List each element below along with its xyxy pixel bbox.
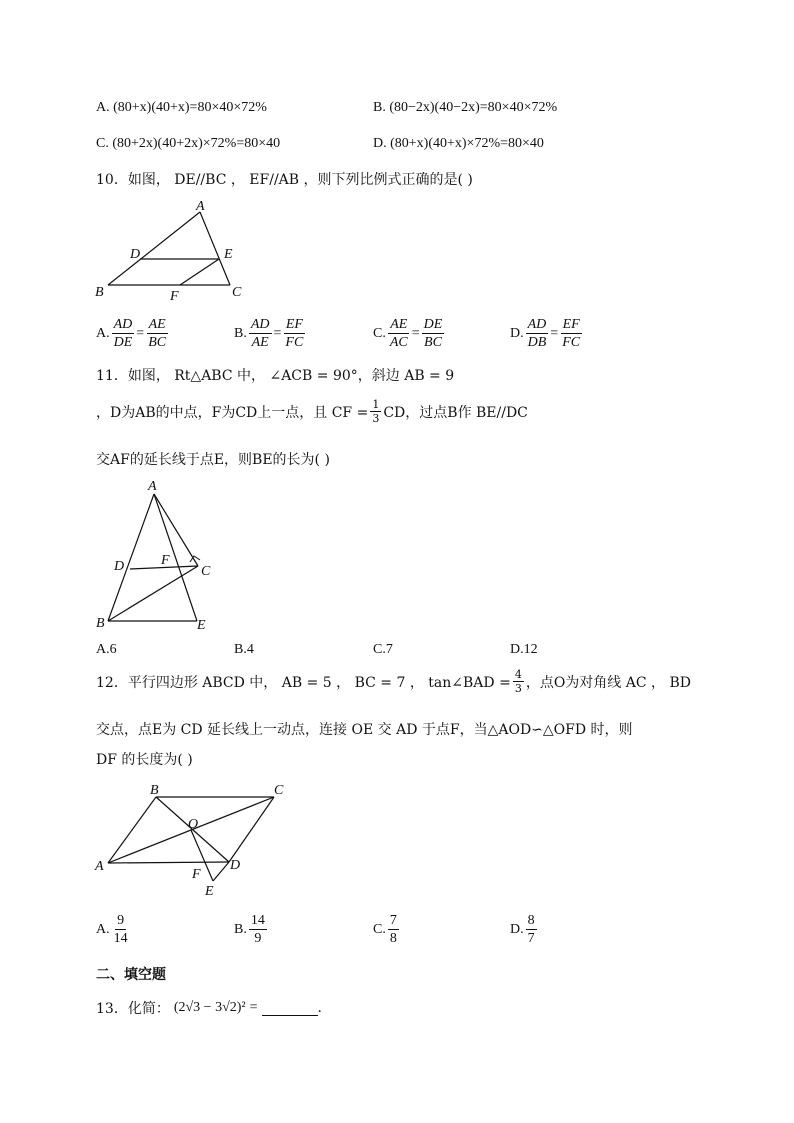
q13-expression: (2√3 − 3√2)² <box>173 1000 246 1015</box>
q11-stem-line2 <box>96 398 528 425</box>
q10-d-den2: FC <box>562 335 581 350</box>
q12-a-den: 14 <box>113 931 128 946</box>
q10-label-f: F <box>170 289 179 304</box>
q10-d-num1: AD <box>527 317 547 332</box>
q12-label-c: C <box>274 783 284 798</box>
q12-option-c <box>373 912 401 947</box>
q10-label-c: C <box>232 285 242 300</box>
q11-option-a: A.6 <box>96 642 117 657</box>
q12-option-d-label: D. <box>510 921 524 937</box>
q12-option-b-label: B. <box>234 921 247 937</box>
q10-c-num1: AE <box>390 317 408 332</box>
q10-option-d: D. $\frac{AD}{DB}$ = $\frac{EF}{FC}$ <box>510 317 581 350</box>
q10-a-den1: DE <box>113 335 133 350</box>
q12-stem-line1-b: ，点O为对角线 AC ， BD <box>525 674 691 691</box>
q10-d-num2: EF <box>562 317 580 332</box>
q9-option-c: C. (80+2x)(40+2x)×72%=80×40 <box>96 136 281 151</box>
section-title-fill-in: 二、填空题 <box>96 967 166 983</box>
q10-option-b: B. $\frac{AD}{AE}$ = $\frac{EF}{FC}$ <box>234 317 304 350</box>
q9-option-d: D. (80+x)(40+x)×72%=80×40 <box>373 136 544 151</box>
q12-label-a: A <box>95 859 104 874</box>
q12-label-d: D <box>230 858 241 873</box>
q12-label-f: F <box>192 867 201 882</box>
q13-period: . <box>317 1000 322 1016</box>
q12-stem-line2: 交点，点E为 CD 延长线上一动点，连接 OE 交 AD 于点F，当△AOD∽△OFD 时，则 <box>96 722 633 738</box>
q10-c-num2: DE <box>423 317 443 332</box>
q13-equals: = <box>249 1000 258 1015</box>
q10-c-den2: BC <box>424 335 442 350</box>
q10-a-num1: AD <box>113 317 133 332</box>
q10-b-den1: AE <box>251 335 269 350</box>
q10-b-den2: FC <box>285 335 304 350</box>
q10-a-num2: AE <box>148 317 166 332</box>
q12-option-b <box>234 912 269 947</box>
q11-label-c: C <box>201 564 211 579</box>
q11-stem-line2-a: ，D为AB的中点，F为CD上一点，且 CF = <box>96 404 369 421</box>
q10-label-b: B <box>95 285 104 300</box>
q12-b-den: 9 <box>254 931 262 946</box>
q10-c-den1: AC <box>389 335 408 350</box>
q10-option-c-label: C. <box>373 325 386 341</box>
q10-option-a-label: A. <box>96 325 110 341</box>
q11-frac-num: 1 <box>372 398 380 411</box>
q11-label-a: A <box>148 479 157 494</box>
q11-label-f: F <box>161 553 170 568</box>
q12-figure <box>90 778 300 898</box>
q11-stem-line3: 交AF的延长线于点E，则BE的长为( ) <box>96 452 330 468</box>
q10-label-a: A <box>196 199 205 214</box>
q11-label-d: D <box>114 559 125 574</box>
q10-label-e: E <box>224 247 233 262</box>
q10-label-d: D <box>130 247 141 262</box>
q12-label-b: B <box>150 783 159 798</box>
q12-label-e: E <box>205 884 214 898</box>
q10-a-den2: BC <box>148 335 167 350</box>
q13-line <box>96 998 322 1018</box>
q12-d-num: 8 <box>527 913 535 928</box>
q12-option-d <box>510 912 539 947</box>
q10-b-num2: EF <box>285 317 303 332</box>
q9-option-a: A. (80+x)(40+x)=80×40×72% <box>96 100 267 115</box>
q12-frac-den: 3 <box>514 682 522 695</box>
q11-figure <box>90 476 230 636</box>
q12-stem-line1 <box>96 668 691 695</box>
q10-option-a: A. $\frac{AD}{DE}$ = $\frac{AE}{BC}$ <box>96 317 167 350</box>
q11-option-d: D.12 <box>510 642 538 657</box>
q12-c-den: 8 <box>389 931 397 946</box>
q12-stem-line1-a: 12．平行四边形 ABCD 中， AB = 5 ， BC = 7 ， tan∠BAD = <box>96 674 511 691</box>
q13-stem: 13．化简： <box>96 1001 170 1017</box>
q12-d-den: 7 <box>527 931 535 946</box>
q10-option-b-label: B. <box>234 325 247 341</box>
q12-option-a <box>96 912 132 947</box>
q12-label-o: O <box>188 817 199 832</box>
q9-option-b: B. (80−2x)(40−2x)=80×40×72% <box>373 100 558 115</box>
q12-frac-num: 4 <box>514 668 522 681</box>
q10-option-c: C. $\frac{AE}{AC}$ = $\frac{DE}{BC}$ <box>373 317 443 350</box>
q12-a-num: 9 <box>117 913 125 928</box>
q11-stem-line1: 11．如图， Rt△ABC 中， ∠ACB = 90°，斜边 AB = 9 <box>96 368 455 384</box>
q10-option-d-label: D. <box>510 325 524 341</box>
q12-option-a-label: A. <box>96 921 110 937</box>
q10-b-num1: AD <box>250 317 270 332</box>
q11-frac-den: 3 <box>372 412 380 425</box>
q11-label-b: B <box>96 616 105 631</box>
q12-option-c-label: C. <box>373 921 386 937</box>
q12-c-num: 7 <box>389 913 397 928</box>
q10-stem: 10．如图， DE//BC ， EF//AB ，则下列比例式正确的是( ) <box>96 172 473 188</box>
q12-stem-line3: DF 的长度为( ) <box>96 752 193 768</box>
q12-b-num: 14 <box>250 913 265 928</box>
q11-label-e: E <box>197 618 206 633</box>
q10-d-den1: DB <box>527 335 547 350</box>
q10-figure <box>90 198 260 304</box>
q11-option-b: B.4 <box>234 642 254 657</box>
q11-stem-line2-b: CD，过点B作 BE//DC <box>383 404 528 421</box>
q11-option-c: C.7 <box>373 642 393 657</box>
q13-answer-blank[interactable] <box>262 1001 318 1016</box>
